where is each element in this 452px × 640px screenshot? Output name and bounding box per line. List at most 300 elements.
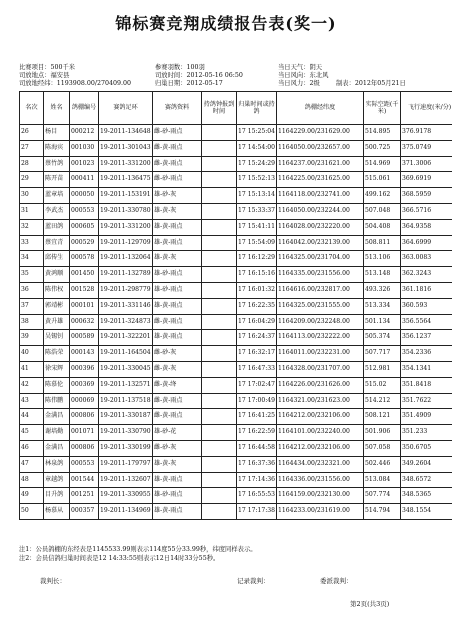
table-row [20,203,452,219]
signature-recorder: 记录裁判： [237,577,270,585]
table-row [20,188,452,204]
cell-loft-coord: 1164616.00/232817.00 [277,282,364,298]
cell-arrival-time: 17 15:52:13 [237,172,277,188]
table-row [20,440,452,456]
cell-arrival-time: 17 16:55:53 [237,488,277,504]
cell-loft-no: 000357 [70,504,99,520]
cell-speed: 354.1341 [401,361,452,377]
cell-arrival-time: 17 17:14:36 [237,472,277,488]
cell-speed: 348.1554 [401,504,452,520]
cell-speed: 366.5716 [401,203,452,219]
col-header: 归巢时间或持鸽 [237,92,277,125]
cell-ring-no: 19-2011-137518 [99,393,153,409]
cell-name: 金满昌 [44,440,70,456]
meta-wind-direction: 当日风向：东北风 [278,72,329,79]
cell-arrival-time: 17 16:15:16 [237,267,277,283]
cell-name: 蓝章培 [44,188,70,204]
cell-loft-coord: 1164011.00/232231.00 [277,346,364,362]
cell-rank: 50 [20,504,44,520]
cell-arrival-time: 17 15:25:04 [237,125,277,141]
cell-rank: 36 [20,282,44,298]
cell-distance: 513.334 [364,298,401,314]
col-header: 名次 [20,92,44,125]
col-header: 赛鸽资料 [153,92,202,125]
cell-rank: 45 [20,425,44,441]
cell-name: 黄鸿顺 [44,267,70,283]
cell-bird-info: 雌-砂-灰 [153,440,202,456]
cell-speed: 360.593 [401,298,452,314]
meta-made-date: 制表：2012年05月21日 [336,80,406,87]
cell-bird-info: 雄-黄-灰 [153,203,202,219]
cell-distance: 512.981 [364,361,401,377]
cell-clock-time [202,172,237,188]
cell-loft-coord: 1164101.00/232240.00 [277,425,364,441]
cell-name: 徐宋辉 [44,361,70,377]
cell-speed: 356.5564 [401,314,452,330]
cell-distance: 507.058 [364,440,401,456]
cell-clock-time [202,282,237,298]
table-row [20,346,452,362]
cell-arrival-time: 17 16:32:17 [237,346,277,362]
cell-ring-no: 19-2011-132064 [99,251,153,267]
cell-rank: 43 [20,393,44,409]
cell-speed: 354.2336 [401,346,452,362]
cell-bird-info: 雌-黄-灰 [153,361,202,377]
cell-loft-no: 000553 [70,203,99,219]
cell-rank: 32 [20,219,44,235]
cell-loft-no: 001528 [70,282,99,298]
cell-distance: 508.811 [364,235,401,251]
cell-distance: 513.148 [364,267,401,283]
cell-bird-info: 雄-黄-灰 [153,456,202,472]
cell-loft-no: 000369 [70,377,99,393]
table-row [20,251,452,267]
cell-name: 蔡竹鸽 [44,156,70,172]
cell-speed: 348.6572 [401,472,452,488]
cell-speed: 350.6705 [401,440,452,456]
table-row [20,393,452,409]
col-header: 赛鸽足环 [99,92,153,125]
cell-arrival-time: 17 16:01:32 [237,282,277,298]
cell-ring-no: 19-2011-301043 [99,140,153,156]
cell-distance: 501.906 [364,425,401,441]
cell-loft-no: 000050 [70,188,99,204]
cell-ring-no: 19-2011-330790 [99,425,153,441]
cell-speed: 364.6999 [401,235,452,251]
cell-distance: 513.106 [364,251,401,267]
cell-arrival-time: 17 16:12:29 [237,251,277,267]
cell-ring-no: 19-2011-331200 [99,156,153,172]
cell-name: 郭靖彬 [44,298,70,314]
cell-rank: 46 [20,440,44,456]
cell-loft-coord: 1164028.00/232220.00 [277,219,364,235]
cell-speed: 364.9358 [401,219,452,235]
cell-rank: 26 [20,125,44,141]
cell-name: 蓝田鸽 [44,219,70,235]
cell-clock-time [202,314,237,330]
cell-name: 章越鸽 [44,472,70,488]
cell-distance: 514.794 [364,504,401,520]
meta-release-place: 司放地点：福安县 [19,72,70,79]
meta-race: 比赛项目：500千米 [19,64,76,71]
signature-committee: 委派裁判： [320,577,353,585]
cell-name: 李武杰 [44,203,70,219]
note-1: 注1：公员鸽棚的东经表是1145533.99则表示114度55分33.99秒，纬度同样表示。 [19,546,257,553]
cell-distance: 515.061 [364,172,401,188]
table-row [20,504,452,520]
cell-ring-no: 19-2011-134648 [99,125,153,141]
cell-distance: 505.374 [364,330,401,346]
cell-distance: 500.725 [364,140,401,156]
cell-name: 杨慕从 [44,504,70,520]
cell-loft-coord: 1164050.00/232244.00 [277,203,364,219]
cell-name: 陈开苗 [44,172,70,188]
cell-loft-no: 001071 [70,425,99,441]
cell-loft-no: 000212 [70,125,99,141]
cell-bird-info: 雌-黄-雨点 [153,393,202,409]
cell-loft-no: 001023 [70,156,99,172]
cell-clock-time [202,425,237,441]
cell-loft-no: 000411 [70,172,99,188]
cell-loft-coord: 1164233.00/231619.00 [277,504,364,520]
cell-speed: 361.1816 [401,282,452,298]
cell-loft-coord: 1164325.00/231555.00 [277,298,364,314]
cell-ring-no: 19-2011-153191 [99,188,153,204]
cell-clock-time [202,504,237,520]
cell-distance: 514.212 [364,393,401,409]
cell-bird-info: 雄-砂-雨点 [153,282,202,298]
table-row [20,377,452,393]
cell-distance: 507.717 [364,346,401,362]
cell-distance: 515.02 [364,377,401,393]
cell-clock-time [202,156,237,172]
cell-loft-no: 000605 [70,219,99,235]
cell-loft-no: 000529 [70,235,99,251]
cell-arrival-time: 17 16:04:29 [237,314,277,330]
cell-loft-coord: 1164335.00/231556.00 [277,267,364,283]
cell-clock-time [202,488,237,504]
table-row [20,456,452,472]
cell-rank: 29 [20,172,44,188]
table-row [20,330,452,346]
table-row [20,425,452,441]
cell-speed: 375.0749 [401,140,452,156]
cell-arrival-time: 17 15:54:09 [237,235,277,251]
cell-ring-no: 19-2011-330199 [99,440,153,456]
cell-rank: 33 [20,235,44,251]
table-row [20,140,452,156]
cell-loft-coord: 1164229.00/231629.00 [277,125,364,141]
cell-ring-no: 19-2011-132571 [99,377,153,393]
cell-ring-no: 19-2011-330955 [99,488,153,504]
cell-ring-no: 19-2011-134969 [99,504,153,520]
cell-arrival-time: 17 16:47:33 [237,361,277,377]
cell-rank: 49 [20,488,44,504]
cell-loft-no: 000806 [70,440,99,456]
cell-loft-no: 001251 [70,488,99,504]
cell-loft-coord: 1164212.00/232106.00 [277,440,364,456]
cell-bird-info: 雄-砂-雨点 [153,267,202,283]
cell-ring-no: 19-2011-164504 [99,346,153,362]
cell-name: 陈慕伦 [44,377,70,393]
col-header: 鸽棚编号 [70,92,99,125]
cell-name: 林泉鸽 [44,456,70,472]
cell-clock-time [202,346,237,362]
cell-rank: 31 [20,203,44,219]
meta-return-date: 归巢日期：2012-05-17 [155,80,223,87]
table-body [20,125,452,520]
table-row [20,282,452,298]
cell-loft-no: 000578 [70,251,99,267]
signature-judge: 裁判长： [40,577,66,585]
cell-arrival-time: 17 16:22:35 [237,298,277,314]
cell-loft-no: 000632 [70,314,99,330]
cell-bird-info: 雄-砂-灰 [153,188,202,204]
cell-bird-info: 雄-黄-灰 [153,251,202,267]
cell-speed: 371.3006 [401,156,452,172]
cell-distance: 513.084 [364,472,401,488]
cell-clock-time [202,472,237,488]
table-row [20,488,452,504]
cell-name: 陈海宾 [44,140,70,156]
cell-name: 黄升雄 [44,314,70,330]
cell-rank: 42 [20,377,44,393]
cell-rank: 48 [20,472,44,488]
cell-ring-no: 19-2011-322201 [99,330,153,346]
cell-arrival-time: 17 14:54:00 [237,140,277,156]
col-header: 实际空距(千米) [364,92,401,125]
cell-arrival-time: 17 15:24:29 [237,156,277,172]
cell-clock-time [202,361,237,377]
cell-distance: 514.969 [364,156,401,172]
cell-loft-coord: 1164050.00/232657.00 [277,140,364,156]
cell-loft-coord: 1164212.00/232106.00 [277,409,364,425]
cell-speed: 368.5959 [401,188,452,204]
cell-name: 邱传生 [44,251,70,267]
cell-loft-no: 000101 [70,298,99,314]
cell-bird-info: 雌-砂-灰 [153,346,202,362]
cell-rank: 35 [20,267,44,283]
table-row [20,472,452,488]
cell-bird-info: 雌-砂-雨点 [153,125,202,141]
cell-rank: 37 [20,298,44,314]
page-number: 第2页(共3页) [350,600,390,608]
table-row [20,361,452,377]
meta-wind-force: 当日风力：2级 [278,80,320,87]
cell-bird-info: 雄-黄-雨点 [153,504,202,520]
cell-name: 目升鸽 [44,488,70,504]
cell-clock-time [202,330,237,346]
cell-loft-coord: 1164042.00/232139.00 [277,235,364,251]
cell-arrival-time: 17 16:44:58 [237,440,277,456]
cell-arrival-time: 17 16:41:25 [237,409,277,425]
cell-name: 蔡宜青 [44,235,70,251]
cell-ring-no: 19-2011-298779 [99,282,153,298]
cell-loft-no: 001450 [70,267,99,283]
cell-loft-coord: 1164113.00/232222.00 [277,330,364,346]
cell-clock-time [202,409,237,425]
cell-bird-info: 雌-黄-雨点 [153,140,202,156]
cell-name: 陈伟鹏 [44,393,70,409]
cell-bird-info: 雄-黄-雨点 [153,330,202,346]
cell-loft-no: 000806 [70,409,99,425]
report-title: 锦标赛竞翔成绩报告表(奖一) [115,14,337,33]
table-row [20,219,452,235]
cell-bird-info: 雌-砂-雨点 [153,172,202,188]
cell-name: 陈浩荣 [44,346,70,362]
cell-name: 陈伟权 [44,282,70,298]
cell-bird-info: 雄-黄-雨点 [153,219,202,235]
cell-loft-coord: 1164434.00/232321.00 [277,456,364,472]
cell-loft-coord: 1164328.00/231707.00 [277,361,364,377]
cell-rank: 28 [20,156,44,172]
cell-loft-coord: 1164225.00/231625.00 [277,172,364,188]
cell-clock-time [202,125,237,141]
table-row [20,235,452,251]
cell-clock-time [202,456,237,472]
cell-rank: 38 [20,314,44,330]
cell-rank: 44 [20,409,44,425]
cell-speed: 362.3243 [401,267,452,283]
cell-arrival-time: 17 17:00:49 [237,393,277,409]
cell-speed: 351.4909 [401,409,452,425]
cell-loft-coord: 1164118.00/232741.00 [277,188,364,204]
cell-bird-info: 雄-黄-雨点 [153,472,202,488]
cell-bird-info: 雌-黄-雨点 [153,314,202,330]
cell-loft-no: 000553 [70,456,99,472]
meta-release-time: 司放时间：2012-05-16 06:50 [155,72,243,79]
cell-ring-no: 19-2011-330045 [99,361,153,377]
cell-ring-no: 19-2011-331200 [99,219,153,235]
cell-loft-no: 000396 [70,361,99,377]
table-row [20,172,452,188]
cell-distance: 501.134 [364,314,401,330]
table-row [20,409,452,425]
cell-clock-time [202,267,237,283]
cell-speed: 349.2604 [401,456,452,472]
cell-loft-coord: 1164325.00/231704.00 [277,251,364,267]
cell-clock-time [202,298,237,314]
cell-arrival-time: 17 17:17:38 [237,504,277,520]
cell-name: 金满昌 [44,409,70,425]
cell-arrival-time: 17 16:22:59 [237,425,277,441]
cell-rank: 39 [20,330,44,346]
note-2: 注2：会员信鸽归巢时间表是12 14:33:55则表示12日14时33分55秒。 [19,555,220,562]
cell-loft-no: 000069 [70,393,99,409]
notes [19,545,257,563]
cell-bird-info: 雄-砂-雨点 [153,488,202,504]
cell-arrival-time: 17 15:13:14 [237,188,277,204]
cell-loft-coord: 1164321.00/231623.00 [277,393,364,409]
cell-loft-no: 001544 [70,472,99,488]
cell-rank: 40 [20,346,44,362]
cell-speed: 376.9178 [401,125,452,141]
cell-arrival-time: 17 17:02:47 [237,377,277,393]
meta-entries: 参赛羽数：100羽 [155,64,205,71]
cell-speed: 351.233 [401,425,452,441]
meta-weather: 当日天气：阴天 [278,64,323,71]
cell-bird-info: 雄-黄-雨点 [153,298,202,314]
cell-name: 杨目 [44,125,70,141]
cell-speed: 351.8418 [401,377,452,393]
col-header: 持鸽钟报到时间 [202,92,237,125]
cell-loft-coord: 1164336.00/231556.00 [277,472,364,488]
col-header: 飞行速度(米/分) [401,92,452,125]
cell-ring-no: 19-2011-330187 [99,409,153,425]
table-row [20,156,452,172]
cell-ring-no: 19-2011-129709 [99,235,153,251]
cell-ring-no: 19-2011-331146 [99,298,153,314]
cell-arrival-time: 17 15:33:37 [237,203,277,219]
meta-release-coord: 司放地经纬：1193908.00/270409.00 [19,80,132,87]
cell-loft-coord: 1164226.00/231626.00 [277,377,364,393]
cell-rank: 27 [20,140,44,156]
table-row [20,267,452,283]
cell-ring-no: 19-2011-330780 [99,203,153,219]
cell-bird-info: 雌-黄-雨点 [153,409,202,425]
cell-clock-time [202,235,237,251]
cell-rank: 41 [20,361,44,377]
cell-arrival-time: 17 15:41:11 [237,219,277,235]
cell-distance: 499.162 [364,188,401,204]
col-header: 姓名 [44,92,70,125]
cell-bird-info: 雌-黄-绛 [153,377,202,393]
cell-bird-info: 雄-黄-雨点 [153,235,202,251]
cell-speed: 351.7622 [401,393,452,409]
cell-clock-time [202,393,237,409]
cell-name: 吴锡钊 [44,330,70,346]
cell-ring-no: 19-2011-324873 [99,314,153,330]
cell-loft-coord: 1164159.00/232130.00 [277,488,364,504]
table-row [20,314,452,330]
cell-loft-no: 000589 [70,330,99,346]
results-table [19,91,452,520]
cell-bird-info: 雌-黄-雨点 [153,156,202,172]
cell-ring-no: 19-2011-136475 [99,172,153,188]
cell-ring-no: 19-2011-132789 [99,267,153,283]
cell-clock-time [202,140,237,156]
cell-speed: 363.0083 [401,251,452,267]
cell-distance: 493.326 [364,282,401,298]
cell-ring-no: 19-2011-132607 [99,472,153,488]
cell-loft-no: 000143 [70,346,99,362]
cell-name: 谢培勤 [44,425,70,441]
cell-clock-time [202,440,237,456]
cell-rank: 30 [20,188,44,204]
col-header: 鸽棚经纬度 [277,92,364,125]
cell-clock-time [202,377,237,393]
cell-ring-no: 19-2011-179797 [99,456,153,472]
cell-distance: 504.408 [364,219,401,235]
cell-loft-coord: 1164209.00/232248.00 [277,314,364,330]
cell-rank: 34 [20,251,44,267]
table-row [20,125,452,141]
cell-distance: 514.895 [364,125,401,141]
cell-rank: 47 [20,456,44,472]
cell-loft-no: 001030 [70,140,99,156]
cell-arrival-time: 17 16:24:37 [237,330,277,346]
cell-speed: 356.1237 [401,330,452,346]
cell-bird-info: 雄-砂-花 [153,425,202,441]
cell-clock-time [202,188,237,204]
cell-speed: 369.6919 [401,172,452,188]
cell-distance: 507.048 [364,203,401,219]
cell-clock-time [202,219,237,235]
cell-arrival-time: 17 16:37:36 [237,456,277,472]
cell-distance: 507.774 [364,488,401,504]
cell-clock-time [202,203,237,219]
cell-clock-time [202,251,237,267]
